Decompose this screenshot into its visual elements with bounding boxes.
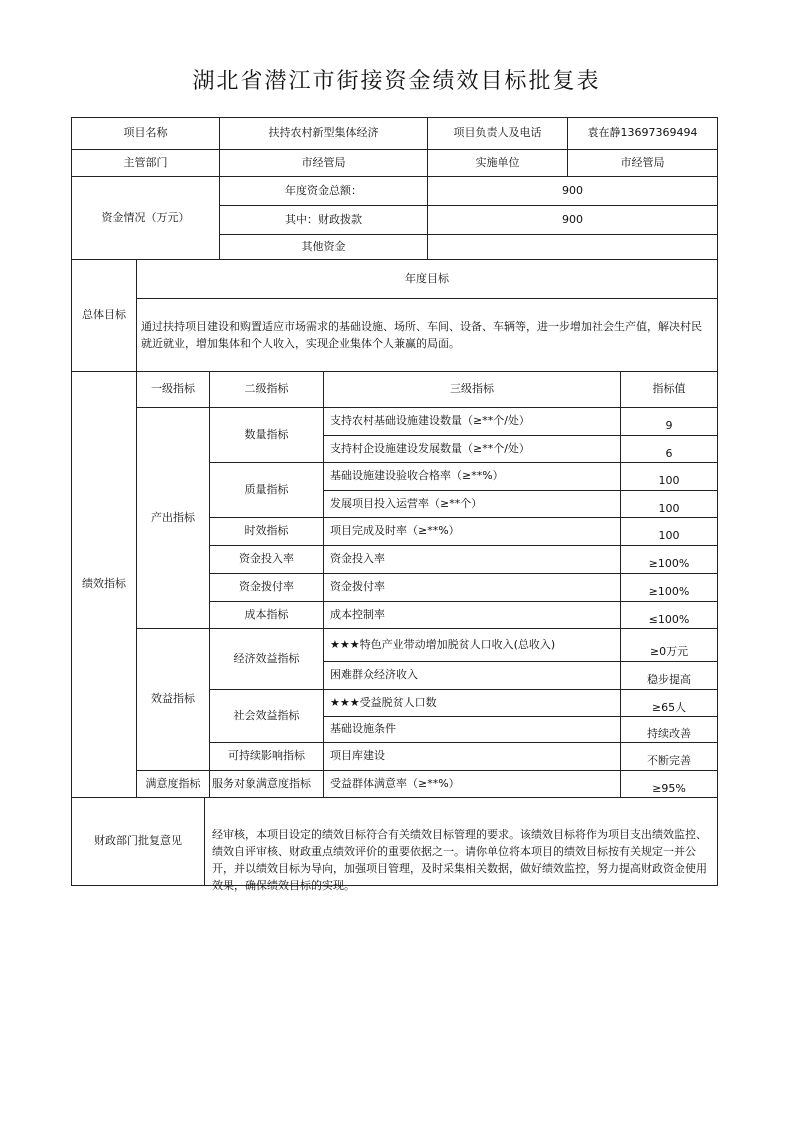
l3-item: 支持农村基础设施建设数量（≥**个/处） <box>330 414 530 428</box>
funds-fiscal: 900 <box>562 212 583 226</box>
funds-other <box>428 235 717 259</box>
col-header-value: 指标值 <box>652 382 686 396</box>
funds-fiscal-label: 其中：财政拨款 <box>285 212 362 226</box>
l2-social: 社会效益指标 <box>233 708 300 722</box>
dept: 市经管局 <box>301 155 346 169</box>
indicators-label: 绩效指标 <box>82 577 126 591</box>
l3-value: 100 <box>658 474 680 488</box>
l3-item: 资金投入率 <box>330 552 385 566</box>
l3-item: 发展项目投入运营率（≥**个） <box>330 496 483 510</box>
l1-benefit: 效益指标 <box>151 692 195 706</box>
funds-total-label: 年度资金总额： <box>285 183 362 197</box>
funds-label: 资金情况（万元） <box>101 210 190 224</box>
l3-item: 支持村企设施建设发展数量（≥**个/处） <box>330 441 530 455</box>
l2-sustainable: 可持续影响指标 <box>228 749 305 763</box>
l3-value: 持续改善 <box>647 727 691 741</box>
l3-value: ≤100% <box>648 612 690 626</box>
l2-investment: 资金投入率 <box>239 552 294 566</box>
l2-timeliness: 时效指标 <box>244 524 289 538</box>
impl-label: 实施单位 <box>475 155 520 169</box>
l1-output: 产出指标 <box>151 510 195 524</box>
l3-item: 项目库建设 <box>330 749 385 763</box>
impl: 市经管局 <box>620 155 665 169</box>
contact-label: 项目负责人及电话 <box>453 126 542 140</box>
l3-value: 100 <box>658 501 680 515</box>
overall-header: 年度目标 <box>405 271 449 285</box>
l3-value: ≥100% <box>648 585 690 599</box>
approval-text: 经审核，本项目设定的绩效目标符合有关绩效目标管理的要求。该绩效目标将作为项目支出绩效监控、绩效自评审核、财政重点绩效评价的重要依据之一。请你单位将本项目的绩效目标按有关规定一并公开，并以绩效目标为导向，加强项目管理，及时采集相关数据，做好绩效监控，努力提高财政资金使用效果，确保绩效目标的实现。 <box>212 828 707 893</box>
l3-item: ★★★受益脱贫人口数 <box>330 695 437 709</box>
l3-item: 基础设施条件 <box>330 722 396 736</box>
overall-text: 通过扶持项目建设和购置适应市场需求的基础设施、场所、车间、设备、车辆等，进一步增加社会生产值，解决村民就近就业，增加集体和个人收入，实现企业集体个人兼赢的局面。 <box>141 320 702 351</box>
funds-other-label: 其他资金 <box>301 239 346 253</box>
l2-service: 服务对象满意度指标 <box>212 776 311 790</box>
project-name-label: 项目名称 <box>123 126 168 140</box>
l3-value: 100 <box>658 529 680 543</box>
l3-value: 稳步提高 <box>647 673 691 687</box>
l3-value: ≥95% <box>652 781 686 795</box>
l3-item: 项目完成及时率（≥**%） <box>330 524 460 538</box>
dept-label: 主管部门 <box>123 155 168 169</box>
approval-label: 财政部门批复意见 <box>94 834 182 848</box>
l2-quality: 质量指标 <box>244 482 289 496</box>
document-title: 湖北省潜江市街接资金绩效目标批复表 <box>192 69 601 94</box>
l1-satisfaction: 满意度指标 <box>145 776 201 790</box>
col-header-l1: 一级指标 <box>151 382 195 396</box>
project-name: 扶持农村新型集体经济 <box>268 126 379 140</box>
l3-value: ≥0万元 <box>649 644 689 658</box>
l3-item: ★★★特色产业带动增加脱贫人口收入(总收入) <box>330 637 556 651</box>
col-header-l2: 二级指标 <box>244 382 289 396</box>
l3-value: 6 <box>665 446 673 460</box>
l3-value: 9 <box>665 419 673 433</box>
l2-cost: 成本指标 <box>244 607 289 621</box>
l2-quantity: 数量指标 <box>244 427 289 441</box>
contact: 袁在静13697369494 <box>587 126 698 140</box>
l3-value: ≥65人 <box>651 700 687 714</box>
l3-item: 困难群众经济收入 <box>330 668 418 682</box>
l2-disbursement: 资金拨付率 <box>239 580 294 594</box>
overall-label: 总体目标 <box>82 308 126 322</box>
l2-economic: 经济效益指标 <box>233 651 300 665</box>
l3-item: 受益群体满意率（≥**%） <box>330 776 460 790</box>
col-header-l3: 三级指标 <box>450 382 494 396</box>
l3-item: 成本控制率 <box>330 607 385 621</box>
l3-item: 基础设施建设验收合格率（≥**%） <box>330 469 504 483</box>
l3-value: 不断完善 <box>647 754 691 768</box>
l3-value: ≥100% <box>648 557 690 571</box>
funds-total: 900 <box>562 183 583 197</box>
l3-item: 资金拨付率 <box>330 580 385 594</box>
